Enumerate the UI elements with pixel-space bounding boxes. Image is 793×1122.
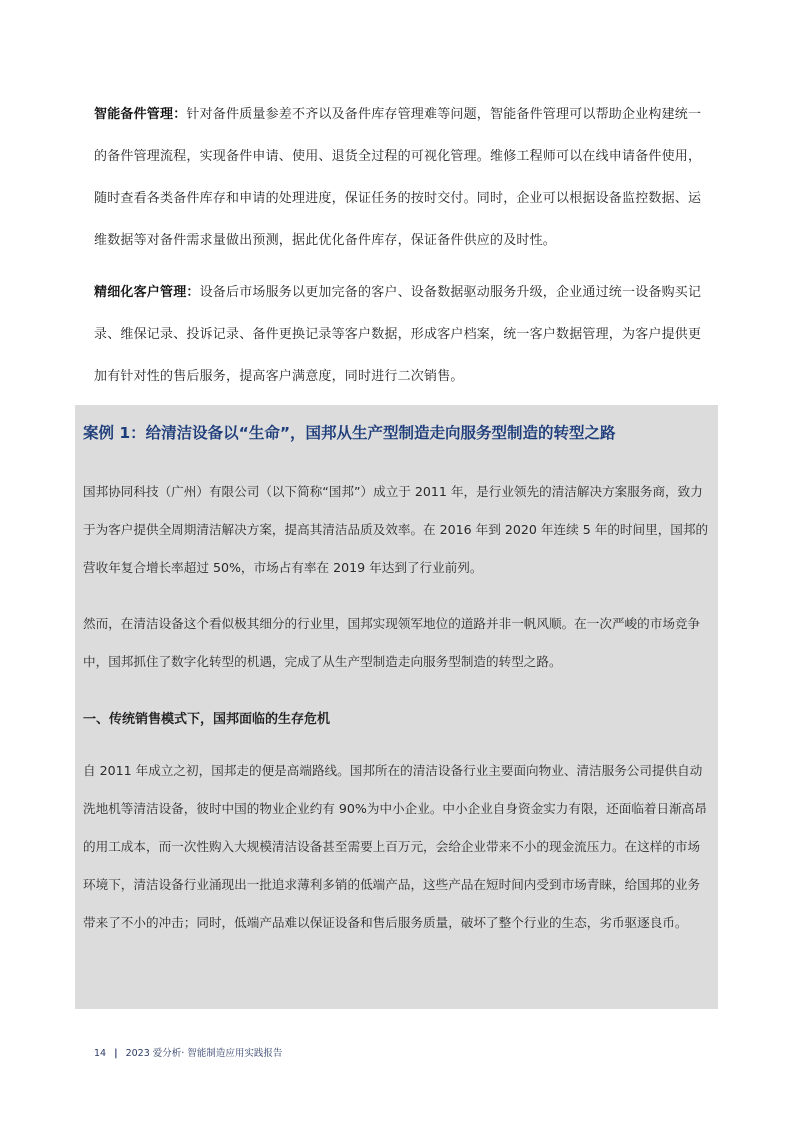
paragraph-text: 针对备件质量参差不齐以及备件库存管理难等问题，智能备件管理可以帮助企业构建统一的备件管理流程，实现备件申请、使用、退货全过程的可视化管理。维修工程师可以在线申请备件使用，随时查看各类备件库存和申请的处理进度，保证任务的按时交付。同时，企业可以根据设备监控数据、运维数据等对备件需求量做出预测，据此优化备件库存，保证备件供应的及时性。 bbox=[94, 107, 702, 248]
paragraph-label: 精细化客户管理： bbox=[94, 285, 200, 300]
page-footer bbox=[94, 1045, 282, 1059]
case-paragraph-transition: 然而，在清洁设备这个看似极其细分的行业里，国邦实现领军地位的道路并非一帆风顺。在一次严峻的市场竞争中，国邦抓住了数字化转型的机遇，完成了从生产型制造走向服务型制造的转型之路。 bbox=[83, 616, 701, 669]
paragraph-smart-spare-parts bbox=[94, 94, 706, 262]
paragraph-text: 设备后市场服务以更加完备的客户、设备数据驱动服务升级，企业通过统一设备购买记录、维保记录、投诉记录、备件更换记录等客户数据，形成客户档案，统一客户数据管理，为客户提供更加有针对性的售后服务，提高客户满意度，同时进行二次销售。 bbox=[94, 285, 702, 384]
case-study-title: 案例 1：给清洁设备以“生命”，国邦从生产型制造走向服务型制造的转型之路 bbox=[83, 424, 616, 442]
case-paragraph-crisis: 自 2011 年成立之初，国邦走的便是高端路线。国邦所在的清洁设备行业主要面向物业、清洁服务公司提供自动洗地机等清洁设备，彼时中国的物业企业约有 90%为中小企业。中小企业自身资金实力有限，还面临着日渐高昂的用工成本，而一次性购入大规模清洁设备甚至需要上百万元，会给企业带来不小的现金流压力。在这样的市场环境下，清洁设备行业涌现出一批追求薄利多销的低端产品，这些产品在短时间内受到市场青睐，给国邦的业务带来了不小的冲击；同时，低端产品难以保证设备和售后服务质量，破坏了整个行业的生态，劣币驱逐良币。 bbox=[83, 763, 707, 930]
footer-separator: | bbox=[114, 1048, 118, 1059]
report-title: 2023 爱分析· 智能制造应用实践报告 bbox=[125, 1048, 283, 1059]
case-subheading: 一、传统销售模式下，国邦面临的生存危机 bbox=[83, 712, 331, 727]
paragraph-customer-management bbox=[94, 272, 706, 398]
case-study-box bbox=[75, 405, 718, 1009]
paragraph-label: 智能备件管理： bbox=[94, 107, 187, 122]
page-number: 14 bbox=[94, 1048, 107, 1059]
case-paragraph-intro: 国邦协同科技（广州）有限公司（以下简称“国邦”）成立于 2011 年，是行业领先的清洁解决方案服务商，致力于为客户提供全周期清洁解决方案，提高其清洁品质及效率。在 2016 年到 2020 年连续 5 年的时间里，国邦的营收年复合增长率超过 50%，市场占有率在 2019 年达到了行业前列。 bbox=[83, 484, 709, 575]
